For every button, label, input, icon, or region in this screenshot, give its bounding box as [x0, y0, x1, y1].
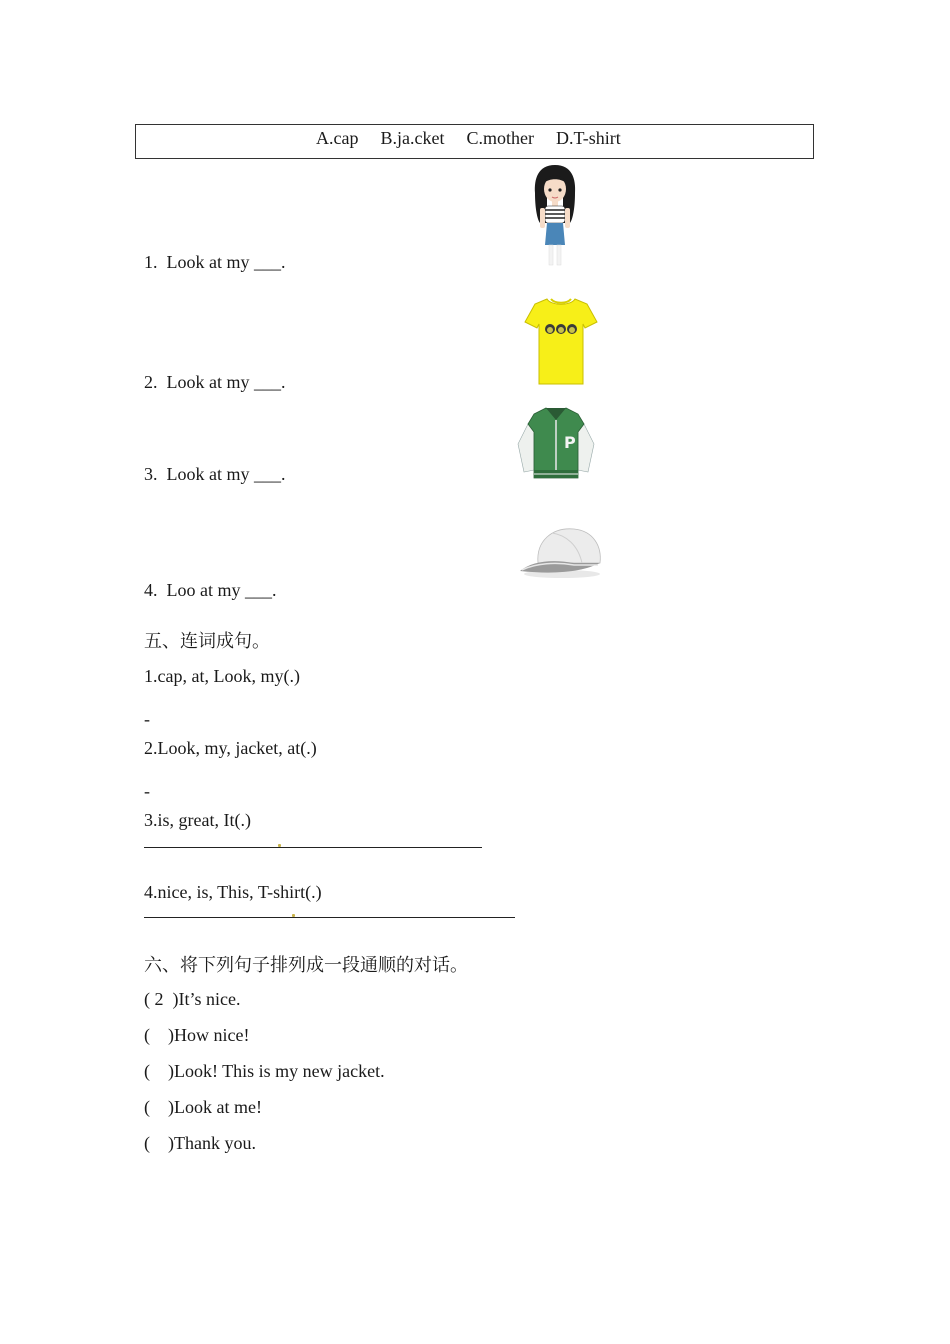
dot-mark — [278, 844, 281, 847]
answer-line-4[interactable] — [144, 917, 515, 918]
dot-mark — [292, 914, 295, 917]
dialogue-line-2: ( )How nice! — [144, 1025, 250, 1045]
dialogue-line-1: ( 2 )It’s nice. — [144, 989, 241, 1009]
option-d: D.T-shirt — [555, 128, 621, 148]
answer-line-3[interactable] — [144, 847, 482, 848]
options-row — [316, 127, 621, 149]
cap-icon — [518, 523, 604, 586]
section-5-title: 五、连词成句。 — [144, 631, 270, 651]
t-shirt-icon — [523, 296, 599, 393]
picture-question-3: 3. Look at my ___. — [144, 464, 286, 484]
section-5-item-2: 2.Look, my, jacket, at(.) — [144, 738, 317, 758]
picture-question-4: 4. Loo at my ___. — [144, 580, 277, 600]
answer-mark-1: - — [144, 709, 150, 729]
section-5-item-3: 3.is, great, It(.) — [144, 810, 251, 830]
option-b: B.ja.cket — [380, 128, 445, 148]
picture-question-2: 2. Look at my ___. — [144, 372, 286, 392]
jacket-icon — [516, 404, 596, 489]
dialogue-line-4: ( )Look at me! — [144, 1097, 262, 1117]
girl-icon — [528, 163, 582, 274]
section-6-title: 六、将下列句子排列成一段通顺的对话。 — [144, 955, 468, 975]
dialogue-line-3: ( )Look! This is my new jacket. — [144, 1061, 385, 1081]
section-5-item-4: 4.nice, is, This, T-shirt(.) — [144, 882, 322, 902]
option-a: A.cap — [316, 128, 359, 148]
answer-mark-2: - — [144, 781, 150, 801]
section-5-item-1: 1.cap, at, Look, my(.) — [144, 666, 300, 686]
option-c: C.mother — [466, 128, 534, 148]
picture-question-1: 1. Look at my ___. — [144, 252, 286, 272]
svg-text:P: P — [564, 433, 576, 452]
dialogue-line-5: ( )Thank you. — [144, 1133, 256, 1153]
